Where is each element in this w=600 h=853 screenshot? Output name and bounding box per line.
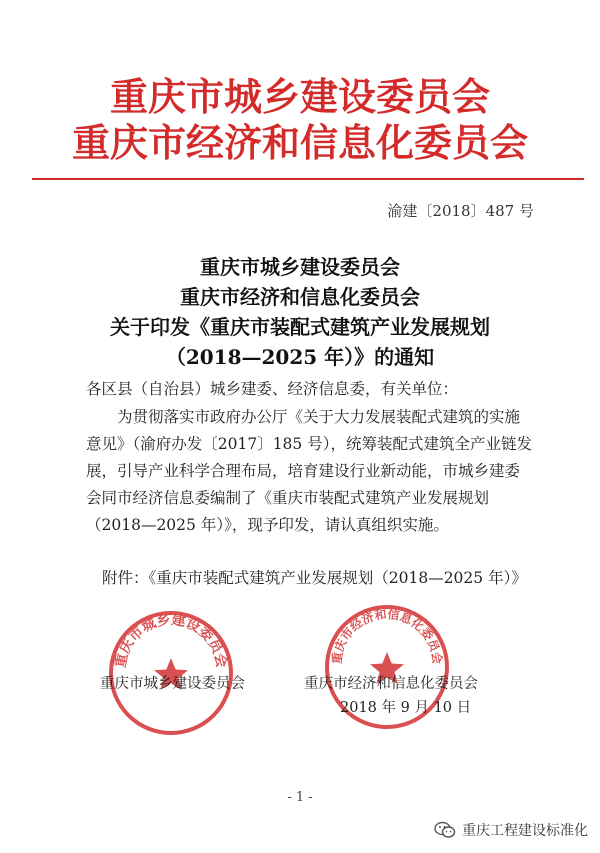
issue-date: 2018 年 9 月 10 日 <box>340 700 472 716</box>
title-line-1: 重庆市城乡建设委员会 <box>200 255 400 279</box>
issuer-header-1: 重庆市城乡建设委员会 <box>109 74 490 119</box>
watermark-text: 重庆工程建设标准化 <box>462 823 588 839</box>
watermark-brand <box>434 820 588 840</box>
page-number: - 1 - <box>287 790 313 805</box>
document-number: 渝建〔2018〕487 号 <box>387 202 534 220</box>
title-line-3: 关于印发《重庆市装配式建筑产业发展规划 <box>110 315 490 339</box>
seal-2-text: 重庆市经济和信息化委员会 <box>329 607 445 665</box>
salutation: 各区县（自治县）城乡建委、经济信息委，有关单位： <box>86 380 459 398</box>
body-paragraph: 为贯彻落实市政府办公厅《关于大力发展装配式建筑的实施意见》（渝府办发〔2017〕185 号），统筹装配式建筑全产业链发展，引导产业科学合理布局，培育建设行业新动能，市城乡建委会同市经济信息委编制了《重庆市装配式建筑产业发展规划（2018—2025 年）》，现予印发，请认真组织实施。 <box>86 408 532 534</box>
red-divider <box>32 178 584 180</box>
signature-org-1: 重庆市城乡建设委员会 <box>100 676 245 692</box>
seal-1-text: 重庆市城乡建设委员会 <box>112 612 230 670</box>
title-line-2: 重庆市经济和信息化委员会 <box>180 285 420 309</box>
document-title <box>0 252 600 372</box>
wechat-icon <box>434 821 456 839</box>
title-line-4: （2018—2025 年）》的通知 <box>165 345 435 369</box>
issuer-header-2: 重庆市经济和信息化委员会 <box>71 120 528 165</box>
attachment-line: 附件：《重庆市装配式建筑产业发展规划（2018—2025 年）》 <box>102 569 527 587</box>
signature-org-2: 重庆市经济和信息化委员会 <box>304 676 478 692</box>
